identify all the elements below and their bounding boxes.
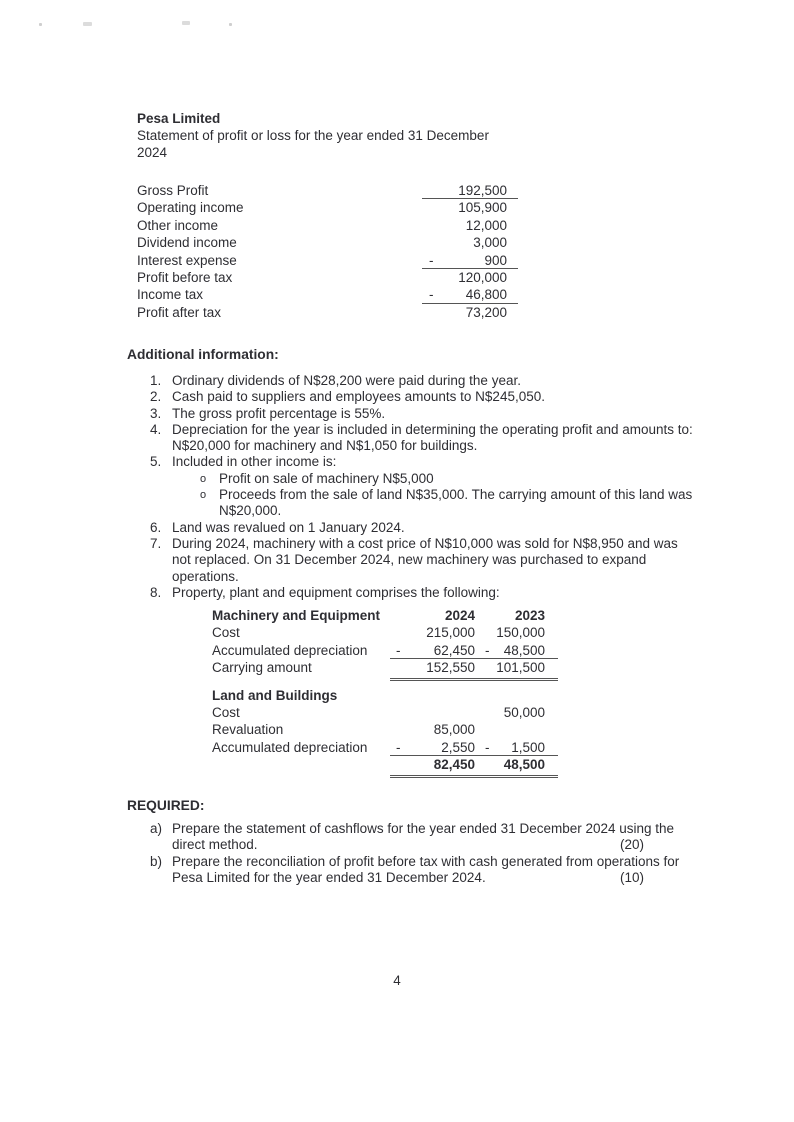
list-item-text: Depreciation for the year is included in determining the operating profit and amounts to: N$20,000 for machinery and N$1,050 for buildings. (172, 421, 693, 454)
list-item-text: Land was revalued on 1 January 2024. (172, 519, 405, 535)
row-label: Cost (212, 704, 240, 720)
list-item (150, 422, 696, 455)
amount-value: 900 (484, 252, 507, 268)
table-row (212, 721, 558, 738)
list-item (150, 389, 696, 405)
list-number: 6. (150, 519, 162, 535)
amount-value: 192,500 (458, 183, 507, 198)
value-2023: 48,500 (503, 642, 545, 658)
row-label: Profit before tax (137, 269, 233, 285)
column-header-2024: 2024 (444, 608, 475, 623)
machinery-table-title: Machinery and Equipment (212, 608, 381, 623)
list-item-text: Cash paid to suppliers and employees amounts to N$245,050. (172, 389, 545, 405)
row-label: Operating income (137, 200, 244, 216)
table-row (212, 642, 558, 659)
row-label: Interest expense (137, 252, 237, 268)
value-2023: 150,000 (496, 625, 545, 641)
row-label: Accumulated depreciation (212, 739, 368, 755)
item-letter: b) (150, 853, 163, 869)
list-item (150, 454, 696, 519)
circle-bullet: o (200, 472, 207, 485)
list-item-text: During 2024, machinery with a cost price of N$10,000 was sold for N$8,950 and was not replaced. On 31 December 2024, new machinery was purchased to expand operations. (172, 535, 678, 584)
scan-artifact (229, 23, 232, 26)
table-row (212, 659, 558, 676)
value-2023: 48,500 (503, 757, 545, 773)
row-values (390, 756, 558, 773)
required-item (150, 821, 695, 854)
row-label: Carrying amount (212, 660, 312, 676)
value-2024: 215,000 (426, 625, 475, 641)
list-number: 5. (150, 454, 162, 470)
row-label: Accumulated depreciation (212, 642, 368, 658)
table-row (137, 234, 518, 251)
list-item-text: The gross profit percentage is 55%. (172, 405, 386, 421)
table-row (137, 217, 518, 234)
row-amount (422, 199, 518, 216)
land-table-title: Land and Buildings (212, 687, 338, 703)
table-header-row (212, 607, 558, 624)
document-header (137, 111, 489, 161)
row-values (390, 659, 558, 676)
additional-information-list (150, 373, 696, 601)
table-header-row (212, 687, 558, 704)
value-2023: 101,500 (496, 660, 545, 676)
amount-value: 120,000 (458, 269, 507, 285)
marks-allocation: (10) (619, 870, 644, 886)
minus-sign: - (396, 739, 401, 755)
table-row (212, 739, 558, 756)
scan-artifact (182, 21, 190, 25)
value-2024: 85,000 (433, 722, 475, 738)
income-statement-table (137, 182, 518, 321)
required-heading: REQUIRED: (127, 798, 205, 813)
circle-bullet: o (200, 489, 207, 502)
table-row (137, 182, 518, 199)
additional-information-heading: Additional information: (127, 347, 279, 362)
column-header-2023: 2023 (514, 608, 545, 623)
row-amount (422, 304, 518, 321)
double-total-rule (390, 678, 558, 681)
sub-list-item-text: Proceeds from the sale of land N$35,000. The carrying amount of this land was N$20,000. (219, 487, 693, 519)
row-label: Dividend income (137, 235, 237, 251)
scan-artifact (39, 23, 42, 26)
list-item-lead: Included in other income is: (172, 454, 337, 470)
sub-list-item (200, 471, 696, 487)
row-amount (422, 182, 518, 199)
row-values (390, 624, 558, 641)
row-values (390, 739, 558, 756)
table-row (212, 704, 558, 721)
value-2023: 50,000 (503, 704, 545, 720)
minus-sign: - (485, 739, 490, 755)
list-number: 7. (150, 535, 162, 551)
ppe-tables (212, 607, 558, 779)
list-number: 8. (150, 584, 162, 600)
required-item-text: Prepare the statement of cashflows for the year ended 31 December 2024 using the (172, 821, 675, 836)
statement-title-line2: 2024 (137, 144, 168, 160)
row-amount (422, 269, 518, 286)
sub-list-item-text: Profit on sale of machinery N$5,000 (219, 470, 434, 486)
item-letter: a) (150, 821, 163, 836)
table-row (137, 304, 518, 321)
list-number: 1. (150, 373, 162, 388)
value-2024: 82,450 (433, 757, 475, 773)
value-2024: 62,450 (433, 642, 475, 658)
row-label: Gross Profit (137, 183, 209, 198)
amount-value: 12,000 (465, 217, 507, 233)
row-values (390, 704, 558, 721)
list-item (150, 406, 696, 422)
sub-list-item (200, 487, 696, 520)
row-values (390, 642, 558, 659)
minus-sign: - (429, 252, 434, 268)
list-number: 2. (150, 389, 162, 405)
year-columns (390, 607, 558, 624)
company-name: Pesa Limited (137, 111, 221, 126)
list-item-text: Property, plant and equipment comprises the following: (172, 584, 500, 600)
required-item-text: Pesa Limited for the year ended 31 December 2024. (172, 870, 486, 886)
amount-value: 3,000 (473, 235, 507, 251)
value-2024: 2,550 (441, 739, 475, 755)
table-row (137, 286, 518, 303)
required-item (150, 854, 695, 887)
row-amount (422, 217, 518, 234)
table-total-row (212, 756, 558, 773)
row-amount (422, 252, 518, 269)
marks-allocation: (20) (619, 837, 644, 853)
required-item-text: direct method. (172, 837, 258, 853)
list-item (150, 520, 696, 536)
row-label (212, 756, 390, 773)
value-2023: 1,500 (511, 739, 545, 755)
list-item (150, 585, 696, 601)
list-item (150, 536, 696, 585)
required-list (150, 821, 695, 887)
minus-sign: - (396, 642, 401, 658)
amount-value: 73,200 (465, 304, 507, 320)
list-number: 3. (150, 405, 162, 421)
table-row (137, 269, 518, 286)
amount-value: 46,800 (465, 287, 507, 303)
table-row (212, 624, 558, 641)
list-item (150, 373, 696, 389)
table-row (137, 252, 518, 269)
row-label: Profit after tax (137, 304, 222, 320)
row-label: Other income (137, 217, 219, 233)
table-row (137, 199, 518, 216)
list-item-text (172, 454, 696, 519)
list-number: 4. (150, 421, 162, 437)
row-amount (422, 286, 518, 303)
scan-artifact (83, 22, 92, 26)
required-item-text: Prepare the reconciliation of profit before tax with cash generated from operations for (172, 853, 680, 869)
row-label: Income tax (137, 287, 204, 303)
amount-value: 105,900 (458, 200, 507, 216)
minus-sign: - (485, 642, 490, 658)
value-2024: 152,550 (426, 660, 475, 676)
list-item-text: Ordinary dividends of N$28,200 were paid during the year. (172, 373, 521, 388)
row-label: Revaluation (212, 722, 284, 738)
minus-sign: - (429, 287, 434, 303)
statement-title-line1: Statement of profit or loss for the year ended 31 December (137, 127, 489, 143)
double-total-rule (390, 775, 558, 778)
row-amount (422, 234, 518, 251)
page-number: 4 (393, 973, 401, 988)
row-label: Cost (212, 625, 240, 641)
row-values (390, 721, 558, 738)
